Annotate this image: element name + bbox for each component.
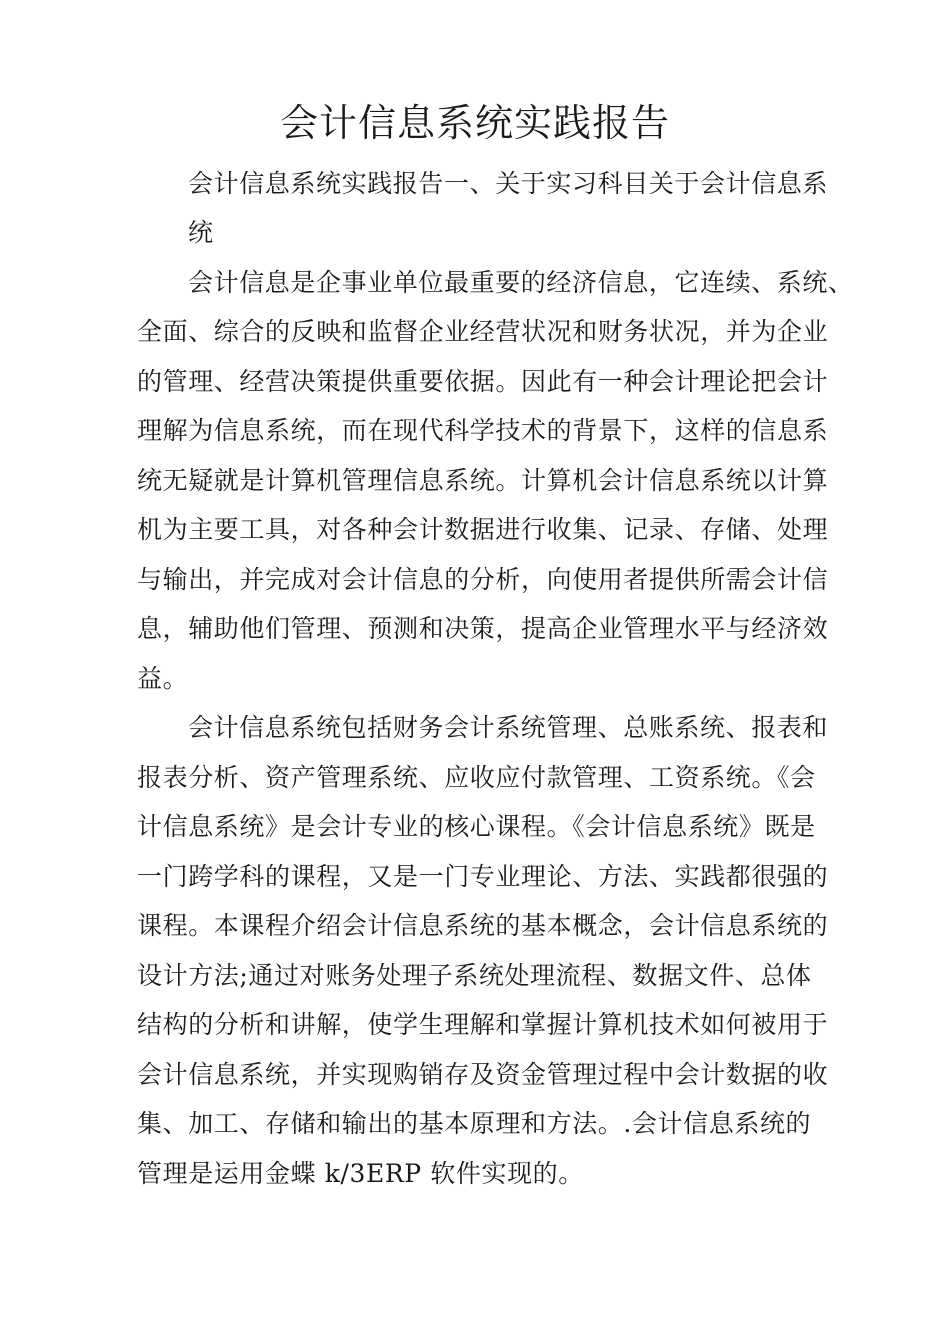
paragraph2-line: 会计信息系统包括财务会计系统管理、总账系统、报表和 <box>188 713 829 742</box>
paragraph1-line: 息，辅助他们管理、预测和决策，提高企业管理水平与经济效 <box>137 614 829 643</box>
paragraph2-line: 一门跨学科的课程，又是一门专业理论、方法、实践都很强的 <box>137 862 829 891</box>
paragraph2-line: 设计方法;通过对账务处理子系统处理流程、数据文件、总体 <box>137 961 812 990</box>
heading-line: 统 <box>188 218 214 247</box>
paragraph1-line: 会计信息是企事业单位最重要的经济信息，它连续、系统、 <box>188 268 854 297</box>
paragraph1-line: 机为主要工具，对各种会计数据进行收集、记录、存储、处理 <box>137 515 829 544</box>
paragraph2-line: 管理是运用金蝶 k/3ERP 软件实现的。 <box>137 1159 584 1188</box>
paragraph2-line: 会计信息系统，并实现购销存及资金管理过程中会计数据的收 <box>137 1060 829 1089</box>
paragraph2-line: 报表分析、资产管理系统、应收应付款管理、工资系统。《会 <box>137 763 816 792</box>
paragraph1-line: 理解为信息系统，而在现代科学技术的背景下，这样的信息系 <box>137 416 829 445</box>
heading-line: 会计信息系统实践报告一、关于实习科目关于会计信息系 <box>188 169 829 198</box>
paragraph1-line: 与输出，并完成对会计信息的分析，向使用者提供所需会计信 <box>137 565 829 594</box>
paragraph1-line: 全面、综合的反映和监督企业经营状况和财务状况，并为企业 <box>137 317 829 346</box>
paragraph2-line: 结构的分析和讲解，使学生理解和掌握计算机技术如何被用于 <box>137 1010 829 1039</box>
paragraph1-line: 统无疑就是计算机管理信息系统。计算机会计信息系统以计算 <box>137 466 829 495</box>
paragraph2-line: 课程。本课程介绍会计信息系统的基本概念，会计信息系统的 <box>137 911 829 940</box>
paragraph2-line: 计信息系统》是会计专业的核心课程。《会计信息系统》既是 <box>137 812 816 841</box>
paragraph1-line: 益。 <box>137 664 189 693</box>
document-title: 会计信息系统实践报告 <box>279 101 670 145</box>
paragraph2-line: 集、加工、存储和输出的基本原理和方法。.会计信息系统的 <box>137 1109 812 1138</box>
paragraph1-line: 的管理、经营决策提供重要依据。因此有一种会计理论把会计 <box>137 367 829 396</box>
